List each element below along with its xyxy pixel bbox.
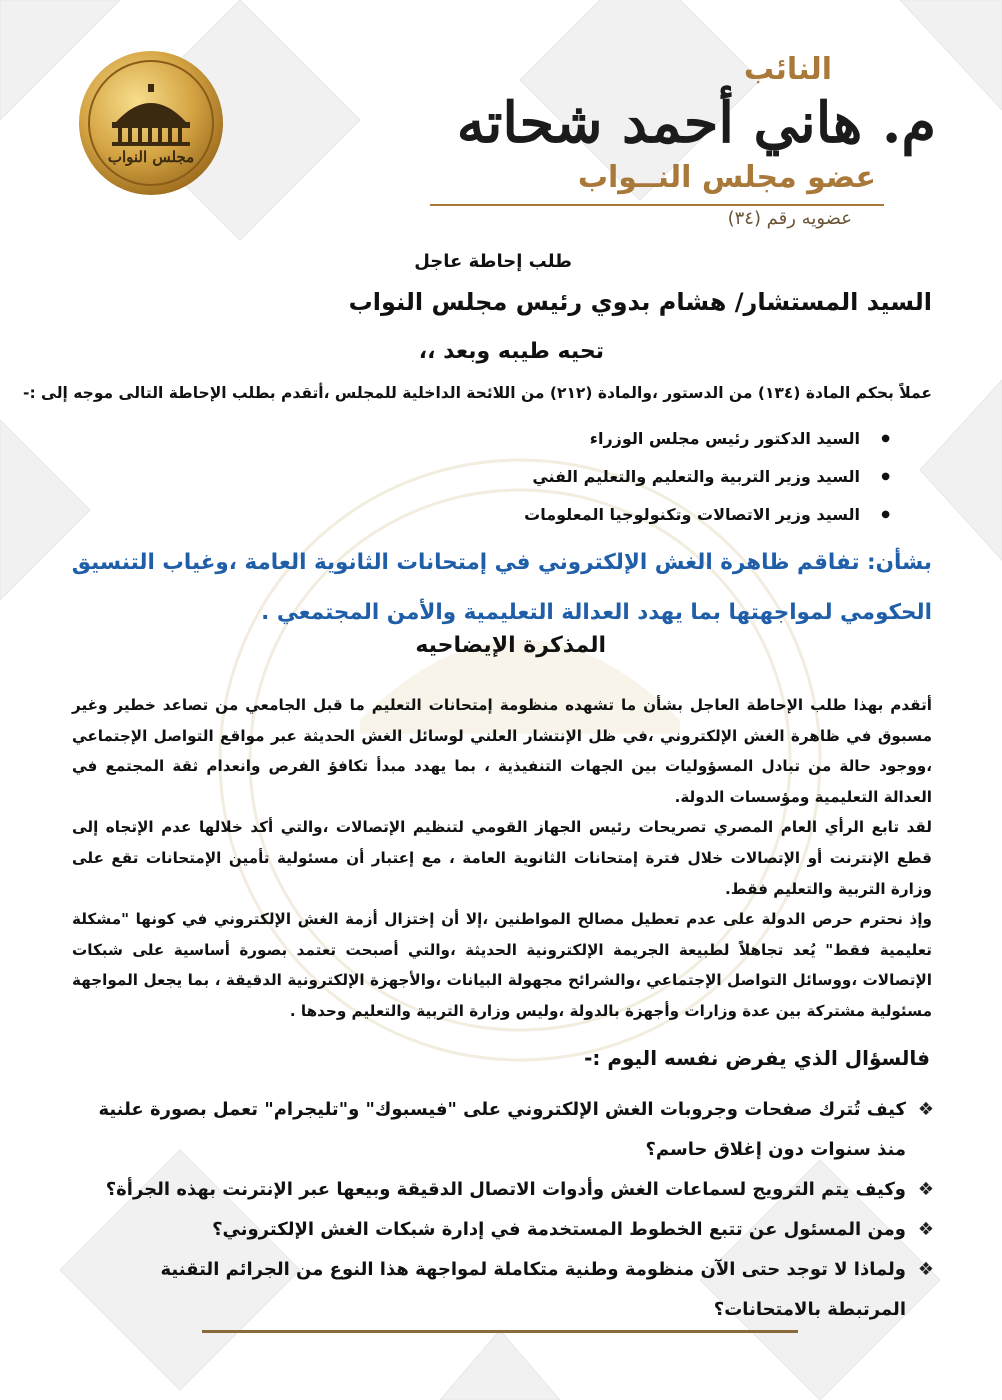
- diamond-bullet-icon: ❖: [917, 1259, 934, 1280]
- question-text: ولماذا لا توجد حتى الآن منظومة وطنية متكاملة لمواجهة هذا النوع من الجرائم التقنية المرتبطة بالامتحانات؟: [160, 1259, 906, 1320]
- diamond-bullet-icon: ❖: [917, 1219, 934, 1240]
- diamond-bullet-icon: ❖: [917, 1099, 934, 1120]
- question-text: ومن المسئول عن تتبع الخطوط المستخدمة في إدارة شبكات الغش الإلكتروني؟: [212, 1219, 906, 1240]
- diamond-bullet-icon: ❖: [917, 1179, 934, 1200]
- recipient-item: ● السيد الدكتور رئيس مجلس الوزراء: [470, 420, 890, 458]
- parliament-seal-icon: [78, 50, 224, 196]
- question-item: [92, 1170, 934, 1210]
- recipient-item: ● السيد وزير الاتصالات وتكنولوجيا المعلومات: [470, 496, 890, 534]
- question-item: [92, 1210, 934, 1250]
- memo-paragraph: وإذ نحترم حرص الدولة على عدم تعطيل مصالح المواطنين ،إلا أن إختزال أزمة الغش الإلكتروني في كونها "مشكلة تعليمية فقط" يُعد تجاهلاً لطبيعة الجريمة الإلكترونية الحديثة ،والتي أصبحت تعتمد بصورة أساسية على شبكات الإتصالات ،ووسائل التواصل الإجتماعي ،والشرائح مجهولة البيانات ،والأجهزة الإلكترونية الدقيقة ، بما يجعل المواجهة مسئولية مشتركة بين عدة وزارات وأجهزة بالدولة ،وليس وزارة التربية والتعليم وحدها .: [72, 910, 932, 1020]
- recipients-list: [470, 420, 890, 534]
- greeting: تحيه طيبه وبعد ،،: [418, 339, 604, 364]
- addressee: السيد المستشار/ هشام بدوي رئيس مجلس النواب: [348, 288, 932, 316]
- mp-name: م. هاني أحمد شحاته: [456, 90, 936, 156]
- recipient-item: ● السيد وزير التربية والتعليم والتعليم الفني: [470, 458, 890, 496]
- parliament-seal: [78, 50, 224, 196]
- document-heading: طلب إحاطة عاجل: [414, 251, 572, 272]
- subject-line: بشأن: تفاقم ظاهرة الغش الإلكتروني في إمتحانات الثانوية العامة ،وغياب التنسيق الحكومي لمواجهتها بما يهدد العدالة التعليمية والأمن المجتمعي .: [71, 550, 932, 625]
- question-lead: فالسؤال الذي يفرض نفسه اليوم :-: [584, 1046, 930, 1070]
- intro-line: عملاً بحكم المادة (١٣٤) من الدستور ،والمادة (٢١٢) من اللائحة الداخلية للمجلس ،أتقدم بطلب الإحاطة التالى موجه إلى :-: [23, 384, 932, 402]
- memo-body: [72, 690, 932, 1027]
- question-text: وكيف يتم الترويج لسماعات الغش وأدوات الاتصال الدقيقة وبيعها عبر الإنترنت بهذه الجرأة؟: [105, 1179, 906, 1200]
- question-item: [92, 1090, 934, 1170]
- question-text: كيف تُترك صفحات وجروبات الغش الإلكتروني على "فيسبوك" و"تليجرام" تعمل بصورة علنية منذ سنوات دون إغلاق حاسم؟: [98, 1099, 906, 1160]
- memo-paragraph: أتقدم بهذا طلب الإحاطة العاجل بشأن ما تشهده منظومة إمتحانات التعليم ما قبل الجامعي من تصاعد خطير وغير مسبوق في ظاهرة الغش الإلكتروني ،في ظل الإنتشار العلني لوسائل الغش الحديثة عبر مواقع التواصل الإجتماعي ،ووجود حالة من تبادل المسؤوليات بين الجهات التنفيذية ، بما يهدد مبدأ تكافؤ الفرص وانعدام ثقة المجتمع في العدالة التعليمية ومؤسسات الدولة.: [72, 696, 932, 806]
- question-item: [92, 1250, 934, 1330]
- questions-list: [92, 1090, 934, 1330]
- mp-title-label: النائب: [743, 52, 832, 87]
- memo-title: المذكرة الإيضاحيه: [415, 633, 606, 658]
- memo-paragraph: لقد تابع الرأي العام المصري تصريحات رئيس الجهاز القومي لتنظيم الإتصالات ،والتي أكد خلالها عدم الإتجاه إلى قطع الإنترنت أو الإتصالات خلال فترة إمتحانات الثانوية العامة ، مع إعتبار أن مسئولية تأمين الإمتحانات تقع على وزارة التربية والتعليم فقط.: [72, 818, 932, 898]
- mp-member-of: عضو مجلس النــواب: [577, 160, 876, 195]
- footer-rule: [202, 1330, 798, 1333]
- letterhead-underline: [430, 204, 884, 206]
- seal-text: مجلس النواب: [107, 148, 195, 166]
- membership-number: عضويه رقم (٣٤): [727, 208, 852, 229]
